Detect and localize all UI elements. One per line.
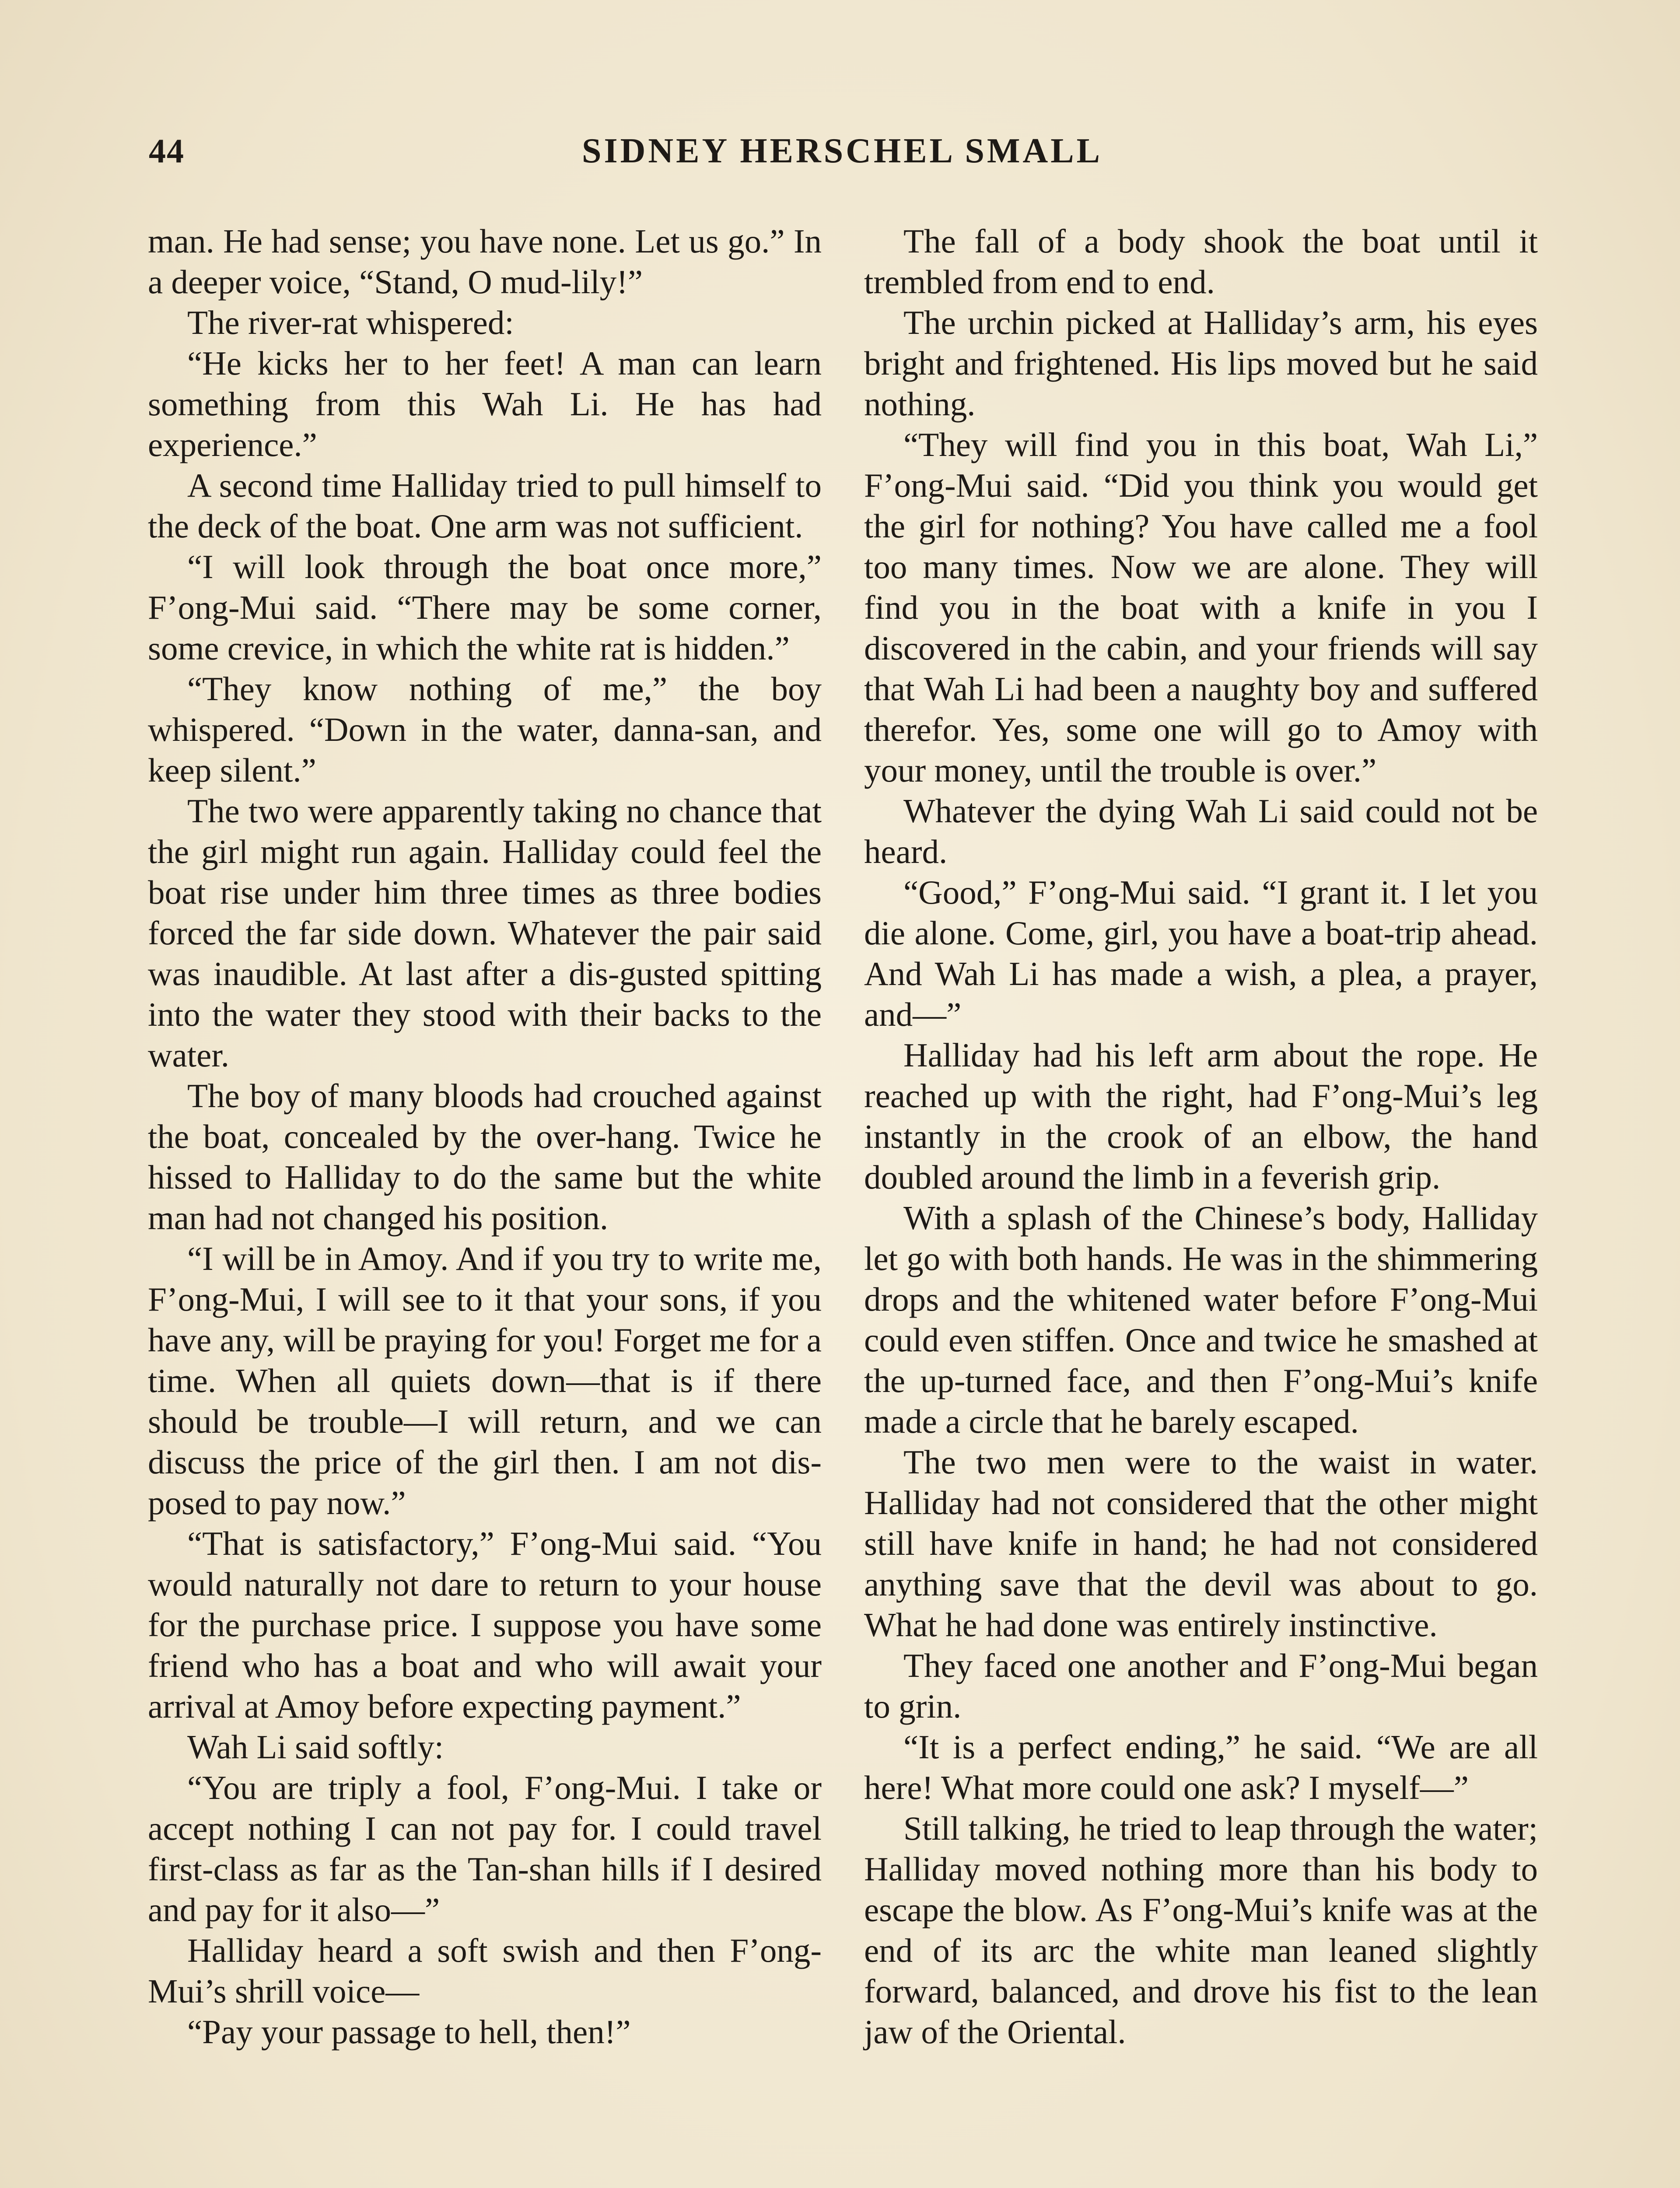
- paragraph: A second time Halliday tried to pull himself to the deck of the boat. One arm was not sufficient.: [148, 466, 822, 545]
- paragraph: The two men were to the waist in water. Halliday had not considered that the other might still have knife in hand; he had not considered anything save that the devil was about to go. What he had done was entirely instinctive.: [864, 1443, 1538, 1644]
- running-head-author: SIDNEY HERSCHEL SMALL: [582, 132, 1102, 170]
- paragraph: Whatever the dying Wah Li said could not be heard.: [864, 792, 1538, 870]
- paragraph: “I will look through the boat once more,” F’ong-Mui said. “There may be some corner, some crevice, in which the white rat is hidden.”: [148, 548, 822, 667]
- paragraph: “Good,” F’ong-Mui said. “I grant it. I let you die alone. Come, girl, you have a boat-trip ahead. And Wah Li has made a wish, a plea, a prayer, and—”: [864, 873, 1538, 1033]
- paragraph: “Pay your passage to hell, then!”: [187, 2013, 631, 2051]
- paragraph: “They know nothing of me,” the boy whispered. “Down in the water, danna-san, and keep silent.”: [148, 670, 822, 789]
- paragraph: The river-rat whispered:: [187, 304, 514, 341]
- paragraph: Wah Li said softly:: [187, 1728, 444, 1766]
- paragraph: The fall of a body shook the boat until it trembled from end to end.: [864, 222, 1538, 301]
- paragraph: The two were apparently taking no chance that the girl might run again. Halliday could feel the boat rise under him three times as three bodies forced the far side down. Whatever the pair said was inaudible. At last after a dis-gusted spitting into the water they stood with their backs to the water.: [148, 792, 822, 1074]
- paragraph: Still talking, he tried to leap through the water; Halliday moved nothing more than his body to escape the blow. As F’ong-Mui’s knife was at the end of its arc the white man leaned slightly forward, balanced, and drove his fist to the lean jaw of the Oriental.: [864, 1809, 1538, 2051]
- page-number: 44: [149, 132, 185, 170]
- paragraph: With a splash of the Chinese’s body, Halliday let go with both hands. He was in the shimmering drops and the whitened water before F’ong-Mui could even stiffen. Once and twice he smashed at the up-turned face, and then F’ong-Mui’s knife made a circle that he barely escaped.: [864, 1199, 1538, 1440]
- paragraph: They faced one another and F’ong-Mui began to grin.: [864, 1647, 1538, 1725]
- paragraph: Halliday heard a soft swish and then F’ong-Mui’s shrill voice—: [148, 1932, 822, 2010]
- paragraph: “That is satisfactory,” F’ong-Mui said. “You would naturally not dare to return to your house for the purchase price. I suppose you have some friend who has a boat and who will await your arrival at Amoy before expecting payment.”: [148, 1525, 822, 1725]
- paragraph: The boy of many bloods had crouched against the boat, concealed by the over-hang. Twice he hissed to Halliday to do the same but the white man had not changed his position.: [148, 1077, 822, 1237]
- paragraph: “It is a perfect ending,” he said. “We are all here! What more could one ask? I myself—”: [864, 1728, 1538, 1806]
- paragraph: “He kicks her to her feet! A man can learn something from this Wah Li. He has had experience.”: [148, 344, 822, 463]
- right-text-column: [864, 221, 1538, 2052]
- paragraph: Halliday had his left arm about the rope. He reached up with the right, had F’ong-Mui’s leg instantly in the crook of an elbow, the hand doubled around the limb in a feverish grip.: [864, 1036, 1538, 1196]
- paragraph: “They will find you in this boat, Wah Li,” F’ong-Mui said. “Did you think you would get the girl for nothing? You have called me a fool too many times. Now we are alone. They will find you in the boat with a knife in you I discovered in the cabin, and your friends will say that Wah Li had been a naughty boy and suffered therefor. Yes, some one will go to Amoy with your money, until the trouble is over.”: [864, 426, 1538, 789]
- paragraph: man. He had sense; you have none. Let us go.” In a deeper voice, “Stand, O mud-lily!”: [148, 222, 822, 301]
- paragraph: “I will be in Amoy. And if you try to write me, F’ong-Mui, I will see to it that your sons, if you have any, will be praying for you! Forget me for a time. When all quiets down—that is if there should be trouble—I will return, and we can discuss the price of the girl then. I am not dis-posed to pay now.”: [148, 1240, 822, 1522]
- left-text-column: [148, 221, 822, 2052]
- paragraph: “You are triply a fool, F’ong-Mui. I take or accept nothing I can not pay for. I could travel first-class as far as the Tan-shan hills if I desired and pay for it also—”: [148, 1769, 822, 1929]
- paragraph: The urchin picked at Halliday’s arm, his eyes bright and frightened. His lips moved but he said nothing.: [864, 304, 1538, 423]
- page-header: [149, 131, 1536, 179]
